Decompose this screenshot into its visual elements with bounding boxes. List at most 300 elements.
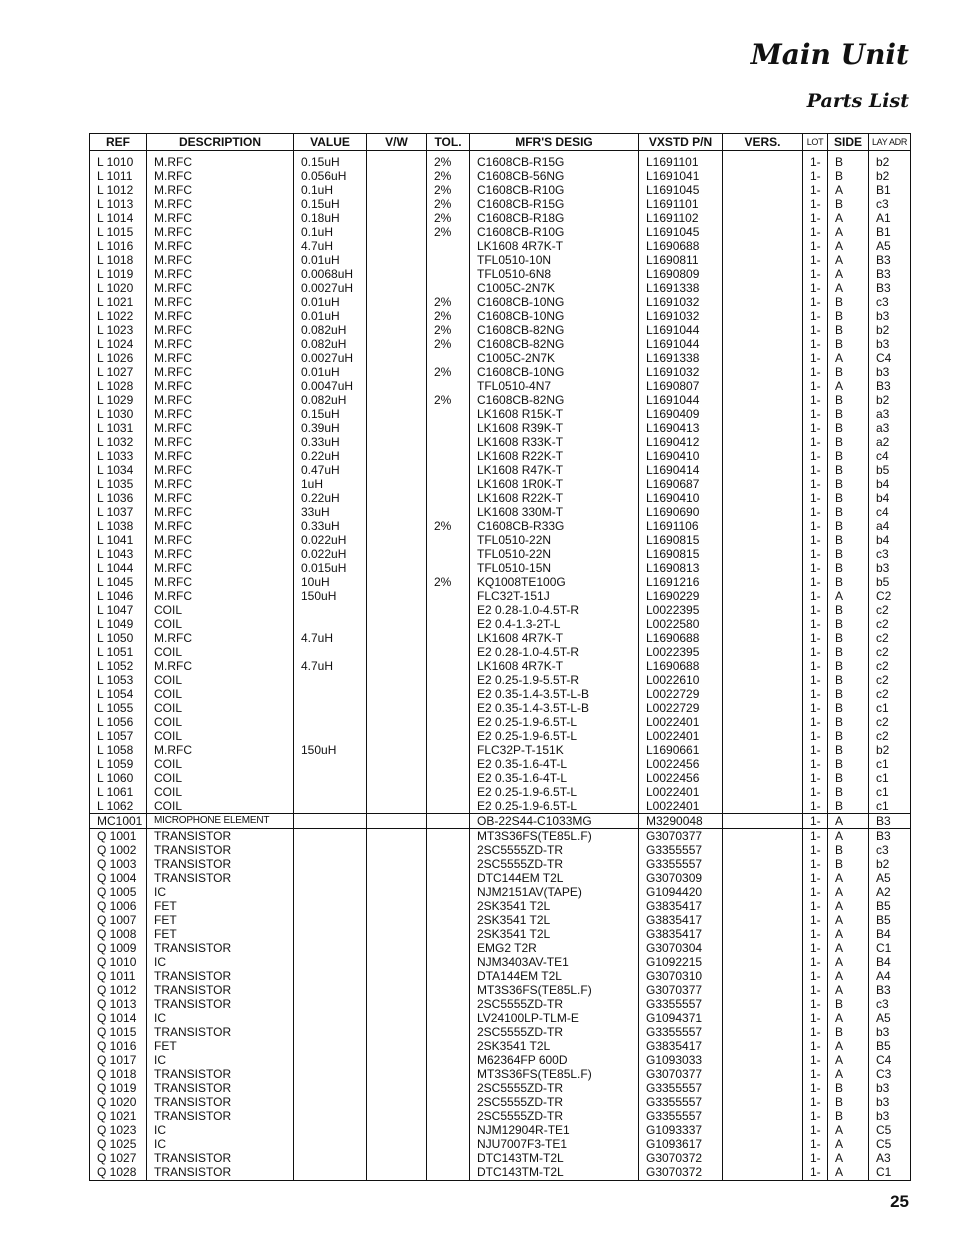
cell-value: 4.7uH xyxy=(294,239,367,253)
cell-ref: Q 1011 xyxy=(90,969,147,983)
cell-ref: Q 1020 xyxy=(90,1095,147,1109)
table-row xyxy=(90,857,911,871)
cell-side: A xyxy=(828,211,869,225)
cell-side: B xyxy=(828,617,869,631)
column-header-vw: V/W xyxy=(367,134,427,151)
cell-vers xyxy=(723,857,803,871)
cell-tol xyxy=(427,645,470,659)
table-row xyxy=(90,379,911,393)
cell-lay-adr: B5 xyxy=(869,899,911,913)
cell-tol xyxy=(427,1053,470,1067)
cell-vw xyxy=(367,617,427,631)
cell-vxstd-pn: G3355557 xyxy=(639,843,723,857)
cell-side: B xyxy=(828,1109,869,1123)
cell-side: A xyxy=(828,1137,869,1151)
cell-mfr-desig: 2SC5555ZD-TR xyxy=(470,1025,639,1039)
cell-lot: 1- xyxy=(803,561,828,575)
cell-vers xyxy=(723,407,803,421)
cell-lot: 1- xyxy=(803,239,828,253)
table-row xyxy=(90,421,911,435)
cell-vers xyxy=(723,1151,803,1165)
cell-vw xyxy=(367,547,427,561)
cell-ref: L 1056 xyxy=(90,715,147,729)
cell-lay-adr: c1 xyxy=(869,771,911,785)
cell-vers xyxy=(723,603,803,617)
cell-tol xyxy=(427,1095,470,1109)
cell-vers xyxy=(723,183,803,197)
cell-vxstd-pn: L0022456 xyxy=(639,757,723,771)
cell-lot: 1- xyxy=(803,941,828,955)
cell-lay-adr: c3 xyxy=(869,295,911,309)
cell-ref: L 1046 xyxy=(90,589,147,603)
cell-vw xyxy=(367,785,427,799)
cell-description: M.RFC xyxy=(147,407,294,421)
cell-side: A xyxy=(828,225,869,239)
cell-tol xyxy=(427,687,470,701)
cell-vxstd-pn: G3835417 xyxy=(639,927,723,941)
cell-ref: Q 1025 xyxy=(90,1137,147,1151)
cell-side: B xyxy=(828,1081,869,1095)
cell-lot: 1- xyxy=(803,771,828,785)
page-title: Main Unit xyxy=(750,38,909,71)
cell-description: TRANSISTOR xyxy=(147,871,294,885)
cell-vxstd-pn: M3290048 xyxy=(639,814,723,829)
cell-vxstd-pn: G1092215 xyxy=(639,955,723,969)
column-header-mfr-desig: MFR'S DESIG xyxy=(470,134,639,151)
cell-mfr-desig: 2SK3541 T2L xyxy=(470,1039,639,1053)
cell-lay-adr: C1 xyxy=(869,941,911,955)
cell-lay-adr: C4 xyxy=(869,1053,911,1067)
cell-side: A xyxy=(828,871,869,885)
cell-value: 0.082uH xyxy=(294,323,367,337)
page-number: 25 xyxy=(890,1192,909,1211)
table-row xyxy=(90,927,911,941)
cell-description: TRANSISTOR xyxy=(147,1109,294,1123)
cell-value: 0.015uH xyxy=(294,561,367,575)
cell-side: B xyxy=(828,477,869,491)
cell-value: 0.01uH xyxy=(294,365,367,379)
cell-mfr-desig: E2 0.28-1.0-4.5T-R xyxy=(470,645,639,659)
cell-ref: L 1012 xyxy=(90,183,147,197)
cell-description: TRANSISTOR xyxy=(147,857,294,871)
cell-value: 0.33uH xyxy=(294,519,367,533)
cell-lot: 1- xyxy=(803,197,828,211)
cell-value xyxy=(294,1067,367,1081)
cell-description: M.RFC xyxy=(147,337,294,351)
cell-tol xyxy=(427,463,470,477)
cell-side: B xyxy=(828,997,869,1011)
cell-lay-adr: b4 xyxy=(869,477,911,491)
cell-side: B xyxy=(828,505,869,519)
cell-description: TRANSISTOR xyxy=(147,829,294,844)
cell-mfr-desig: C1608CB-R10G xyxy=(470,225,639,239)
cell-vw xyxy=(367,645,427,659)
cell-side: A xyxy=(828,1053,869,1067)
cell-vxstd-pn: G1093617 xyxy=(639,1137,723,1151)
cell-description: M.RFC xyxy=(147,519,294,533)
cell-side: B xyxy=(828,715,869,729)
cell-lot: 1- xyxy=(803,309,828,323)
table-row xyxy=(90,183,911,197)
cell-vxstd-pn: G3070309 xyxy=(639,871,723,885)
cell-tol xyxy=(427,829,470,844)
cell-lot: 1- xyxy=(803,757,828,771)
cell-side: A xyxy=(828,183,869,197)
cell-lot: 1- xyxy=(803,843,828,857)
cell-vxstd-pn: G1094371 xyxy=(639,1011,723,1025)
cell-value xyxy=(294,955,367,969)
cell-ref: L 1020 xyxy=(90,281,147,295)
cell-value: 0.15uH xyxy=(294,407,367,421)
cell-ref: Q 1006 xyxy=(90,899,147,913)
cell-vers xyxy=(723,1123,803,1137)
cell-ref: L 1057 xyxy=(90,729,147,743)
cell-vers xyxy=(723,547,803,561)
cell-mfr-desig: LV24100LP-TLM-E xyxy=(470,1011,639,1025)
table-row xyxy=(90,351,911,365)
cell-value xyxy=(294,829,367,844)
table-row xyxy=(90,1165,911,1181)
cell-side: A xyxy=(828,1165,869,1181)
cell-value xyxy=(294,617,367,631)
cell-vw xyxy=(367,421,427,435)
cell-side: B xyxy=(828,449,869,463)
table-row xyxy=(90,197,911,211)
cell-vers xyxy=(723,323,803,337)
table-row xyxy=(90,899,911,913)
cell-description: FET xyxy=(147,1039,294,1053)
cell-side: B xyxy=(828,785,869,799)
cell-vers xyxy=(723,225,803,239)
cell-description: M.RFC xyxy=(147,379,294,393)
cell-tol: 2% xyxy=(427,151,470,170)
cell-value xyxy=(294,1095,367,1109)
table-row xyxy=(90,435,911,449)
cell-tol xyxy=(427,1011,470,1025)
cell-vxstd-pn: L1691032 xyxy=(639,295,723,309)
cell-vers xyxy=(723,983,803,997)
cell-tol xyxy=(427,701,470,715)
cell-vxstd-pn: L1691338 xyxy=(639,281,723,295)
table-row xyxy=(90,701,911,715)
cell-mfr-desig: C1608CB-56NG xyxy=(470,169,639,183)
cell-vers xyxy=(723,463,803,477)
table-row xyxy=(90,505,911,519)
cell-value: 150uH xyxy=(294,589,367,603)
cell-vers xyxy=(723,379,803,393)
cell-vers xyxy=(723,757,803,771)
cell-value: 0.082uH xyxy=(294,393,367,407)
cell-side: B xyxy=(828,435,869,449)
cell-side: A xyxy=(828,899,869,913)
cell-tol: 2% xyxy=(427,169,470,183)
cell-side: B xyxy=(828,491,869,505)
cell-lay-adr: A5 xyxy=(869,1011,911,1025)
cell-side: A xyxy=(828,829,869,844)
cell-vers xyxy=(723,197,803,211)
cell-mfr-desig: LK1608 R22K-T xyxy=(470,449,639,463)
cell-lot: 1- xyxy=(803,955,828,969)
table-row xyxy=(90,561,911,575)
cell-ref: L 1049 xyxy=(90,617,147,631)
cell-vw xyxy=(367,183,427,197)
table-row xyxy=(90,829,911,844)
cell-description: M.RFC xyxy=(147,421,294,435)
cell-side: B xyxy=(828,309,869,323)
cell-vxstd-pn: G3355557 xyxy=(639,1025,723,1039)
cell-lay-adr: c3 xyxy=(869,843,911,857)
cell-side: B xyxy=(828,561,869,575)
cell-description: COIL xyxy=(147,687,294,701)
cell-vw xyxy=(367,491,427,505)
cell-tol xyxy=(427,1151,470,1165)
cell-value: 33uH xyxy=(294,505,367,519)
cell-description: COIL xyxy=(147,701,294,715)
cell-description: COIL xyxy=(147,715,294,729)
cell-description: FET xyxy=(147,899,294,913)
cell-description: TRANSISTOR xyxy=(147,941,294,955)
cell-side: B xyxy=(828,771,869,785)
table-row xyxy=(90,729,911,743)
cell-mfr-desig: C1005C-2N7K xyxy=(470,351,639,365)
cell-description: TRANSISTOR xyxy=(147,1095,294,1109)
cell-lot: 1- xyxy=(803,603,828,617)
cell-vw xyxy=(367,1067,427,1081)
cell-lay-adr: B3 xyxy=(869,814,911,829)
cell-lot: 1- xyxy=(803,1011,828,1025)
cell-vw xyxy=(367,829,427,844)
cell-ref: Q 1003 xyxy=(90,857,147,871)
cell-vxstd-pn: L1690815 xyxy=(639,533,723,547)
cell-vers xyxy=(723,885,803,899)
cell-mfr-desig: TFL0510-15N xyxy=(470,561,639,575)
cell-lot: 1- xyxy=(803,701,828,715)
cell-description: COIL xyxy=(147,617,294,631)
cell-value: 4.7uH xyxy=(294,631,367,645)
cell-lot: 1- xyxy=(803,927,828,941)
cell-value xyxy=(294,871,367,885)
cell-vw xyxy=(367,814,427,829)
table-row xyxy=(90,687,911,701)
cell-tol: 2% xyxy=(427,337,470,351)
cell-vers xyxy=(723,927,803,941)
cell-vxstd-pn: G3355557 xyxy=(639,997,723,1011)
cell-vers xyxy=(723,491,803,505)
cell-lay-adr: B3 xyxy=(869,829,911,844)
table-row xyxy=(90,743,911,757)
cell-value xyxy=(294,969,367,983)
cell-vxstd-pn: G3070377 xyxy=(639,829,723,844)
cell-vw xyxy=(367,519,427,533)
cell-vw xyxy=(367,253,427,267)
cell-lay-adr: a2 xyxy=(869,435,911,449)
cell-description: M.RFC xyxy=(147,491,294,505)
cell-side: A xyxy=(828,267,869,281)
cell-vw xyxy=(367,885,427,899)
cell-vxstd-pn: L1691032 xyxy=(639,365,723,379)
cell-ref: L 1053 xyxy=(90,673,147,687)
table-row xyxy=(90,281,911,295)
cell-value: 0.22uH xyxy=(294,491,367,505)
cell-value xyxy=(294,941,367,955)
cell-tol xyxy=(427,743,470,757)
cell-vxstd-pn: L1690412 xyxy=(639,435,723,449)
cell-vers xyxy=(723,365,803,379)
cell-vers xyxy=(723,785,803,799)
table-row xyxy=(90,547,911,561)
cell-tol: 2% xyxy=(427,519,470,533)
cell-side: A xyxy=(828,955,869,969)
cell-value xyxy=(294,771,367,785)
cell-tol xyxy=(427,491,470,505)
cell-vxstd-pn: L1690688 xyxy=(639,659,723,673)
cell-mfr-desig: E2 0.25-1.9-6.5T-L xyxy=(470,799,639,814)
cell-ref: Q 1016 xyxy=(90,1039,147,1053)
cell-vxstd-pn: L1690688 xyxy=(639,239,723,253)
cell-lot: 1- xyxy=(803,715,828,729)
cell-value xyxy=(294,645,367,659)
cell-description: TRANSISTOR xyxy=(147,969,294,983)
cell-vw xyxy=(367,799,427,814)
cell-vers xyxy=(723,743,803,757)
cell-ref: L 1051 xyxy=(90,645,147,659)
cell-lay-adr: B5 xyxy=(869,913,911,927)
cell-vw xyxy=(367,337,427,351)
cell-mfr-desig: 2SC5555ZD-TR xyxy=(470,997,639,1011)
cell-side: A xyxy=(828,1067,869,1081)
cell-lay-adr: B3 xyxy=(869,281,911,295)
cell-mfr-desig: FLC32P-T-151K xyxy=(470,743,639,757)
cell-tol: 2% xyxy=(427,575,470,589)
table-row xyxy=(90,295,911,309)
table-row xyxy=(90,449,911,463)
cell-vxstd-pn: G1093033 xyxy=(639,1053,723,1067)
cell-vw xyxy=(367,701,427,715)
cell-ref: L 1031 xyxy=(90,421,147,435)
cell-vers xyxy=(723,421,803,435)
cell-lay-adr: c1 xyxy=(869,799,911,814)
table-row xyxy=(90,267,911,281)
cell-ref: L 1028 xyxy=(90,379,147,393)
cell-vw xyxy=(367,771,427,785)
cell-mfr-desig: KQ1008TE100G xyxy=(470,575,639,589)
cell-description: M.RFC xyxy=(147,281,294,295)
cell-mfr-desig: C1608CB-R15G xyxy=(470,151,639,170)
cell-lay-adr: a3 xyxy=(869,407,911,421)
table-row xyxy=(90,1039,911,1053)
table-row xyxy=(90,631,911,645)
cell-lay-adr: B3 xyxy=(869,253,911,267)
cell-side: B xyxy=(828,743,869,757)
cell-vxstd-pn: L1691044 xyxy=(639,337,723,351)
cell-vers xyxy=(723,169,803,183)
column-header-vers: VERS. xyxy=(723,134,803,151)
cell-mfr-desig: LK1608 4R7K-T xyxy=(470,659,639,673)
cell-description: M.RFC xyxy=(147,169,294,183)
cell-vers xyxy=(723,533,803,547)
cell-side: B xyxy=(828,463,869,477)
cell-mfr-desig: NJU7007F3-TE1 xyxy=(470,1137,639,1151)
parts-table-body xyxy=(90,151,911,1181)
cell-lot: 1- xyxy=(803,1137,828,1151)
table-row xyxy=(90,814,911,829)
cell-ref: L 1041 xyxy=(90,533,147,547)
cell-vxstd-pn: L1691045 xyxy=(639,225,723,239)
cell-vw xyxy=(367,309,427,323)
cell-lot: 1- xyxy=(803,547,828,561)
cell-mfr-desig: 2SC5555ZD-TR xyxy=(470,843,639,857)
cell-ref: L 1037 xyxy=(90,505,147,519)
cell-mfr-desig: C1608CB-R18G xyxy=(470,211,639,225)
cell-lot: 1- xyxy=(803,379,828,393)
cell-tol xyxy=(427,267,470,281)
cell-description: TRANSISTOR xyxy=(147,983,294,997)
cell-value: 0.0027uH xyxy=(294,281,367,295)
cell-lot: 1- xyxy=(803,899,828,913)
cell-lot: 1- xyxy=(803,435,828,449)
cell-description: M.RFC xyxy=(147,561,294,575)
cell-value xyxy=(294,1011,367,1025)
cell-ref: L 1055 xyxy=(90,701,147,715)
cell-description: M.RFC xyxy=(147,351,294,365)
cell-vers xyxy=(723,673,803,687)
cell-description: M.RFC xyxy=(147,435,294,449)
table-row xyxy=(90,323,911,337)
cell-vw xyxy=(367,969,427,983)
cell-lay-adr: B4 xyxy=(869,927,911,941)
cell-lay-adr: A4 xyxy=(869,969,911,983)
column-header-lot: LOT xyxy=(803,134,828,151)
cell-value: 150uH xyxy=(294,743,367,757)
cell-vxstd-pn: L0022729 xyxy=(639,687,723,701)
cell-vw xyxy=(367,197,427,211)
table-row xyxy=(90,941,911,955)
table-row xyxy=(90,533,911,547)
cell-ref: L 1022 xyxy=(90,309,147,323)
cell-description: IC xyxy=(147,1053,294,1067)
cell-description: M.RFC xyxy=(147,659,294,673)
cell-vw xyxy=(367,323,427,337)
cell-vers xyxy=(723,969,803,983)
cell-vers xyxy=(723,645,803,659)
cell-vw xyxy=(367,913,427,927)
cell-side: B xyxy=(828,659,869,673)
cell-vw xyxy=(367,589,427,603)
cell-mfr-desig: DTC143TM-T2L xyxy=(470,1165,639,1181)
cell-description: M.RFC xyxy=(147,449,294,463)
cell-lay-adr: b4 xyxy=(869,491,911,505)
cell-value: 0.22uH xyxy=(294,449,367,463)
cell-vers xyxy=(723,477,803,491)
cell-mfr-desig: C1005C-2N7K xyxy=(470,281,639,295)
cell-mfr-desig: 2SC5555ZD-TR xyxy=(470,1095,639,1109)
cell-vw xyxy=(367,1053,427,1067)
cell-lot: 1- xyxy=(803,1067,828,1081)
cell-description: MICROPHONE ELEMENT xyxy=(147,814,294,829)
cell-vers xyxy=(723,1109,803,1123)
cell-vxstd-pn: G3355557 xyxy=(639,857,723,871)
cell-lay-adr: c1 xyxy=(869,701,911,715)
cell-description: TRANSISTOR xyxy=(147,1151,294,1165)
cell-description: M.RFC xyxy=(147,589,294,603)
cell-side: B xyxy=(828,701,869,715)
cell-mfr-desig: OB-22S44-C1033MG xyxy=(470,814,639,829)
table-row xyxy=(90,913,911,927)
cell-lot: 1- xyxy=(803,337,828,351)
cell-vers xyxy=(723,997,803,1011)
cell-description: M.RFC xyxy=(147,225,294,239)
cell-vw xyxy=(367,673,427,687)
